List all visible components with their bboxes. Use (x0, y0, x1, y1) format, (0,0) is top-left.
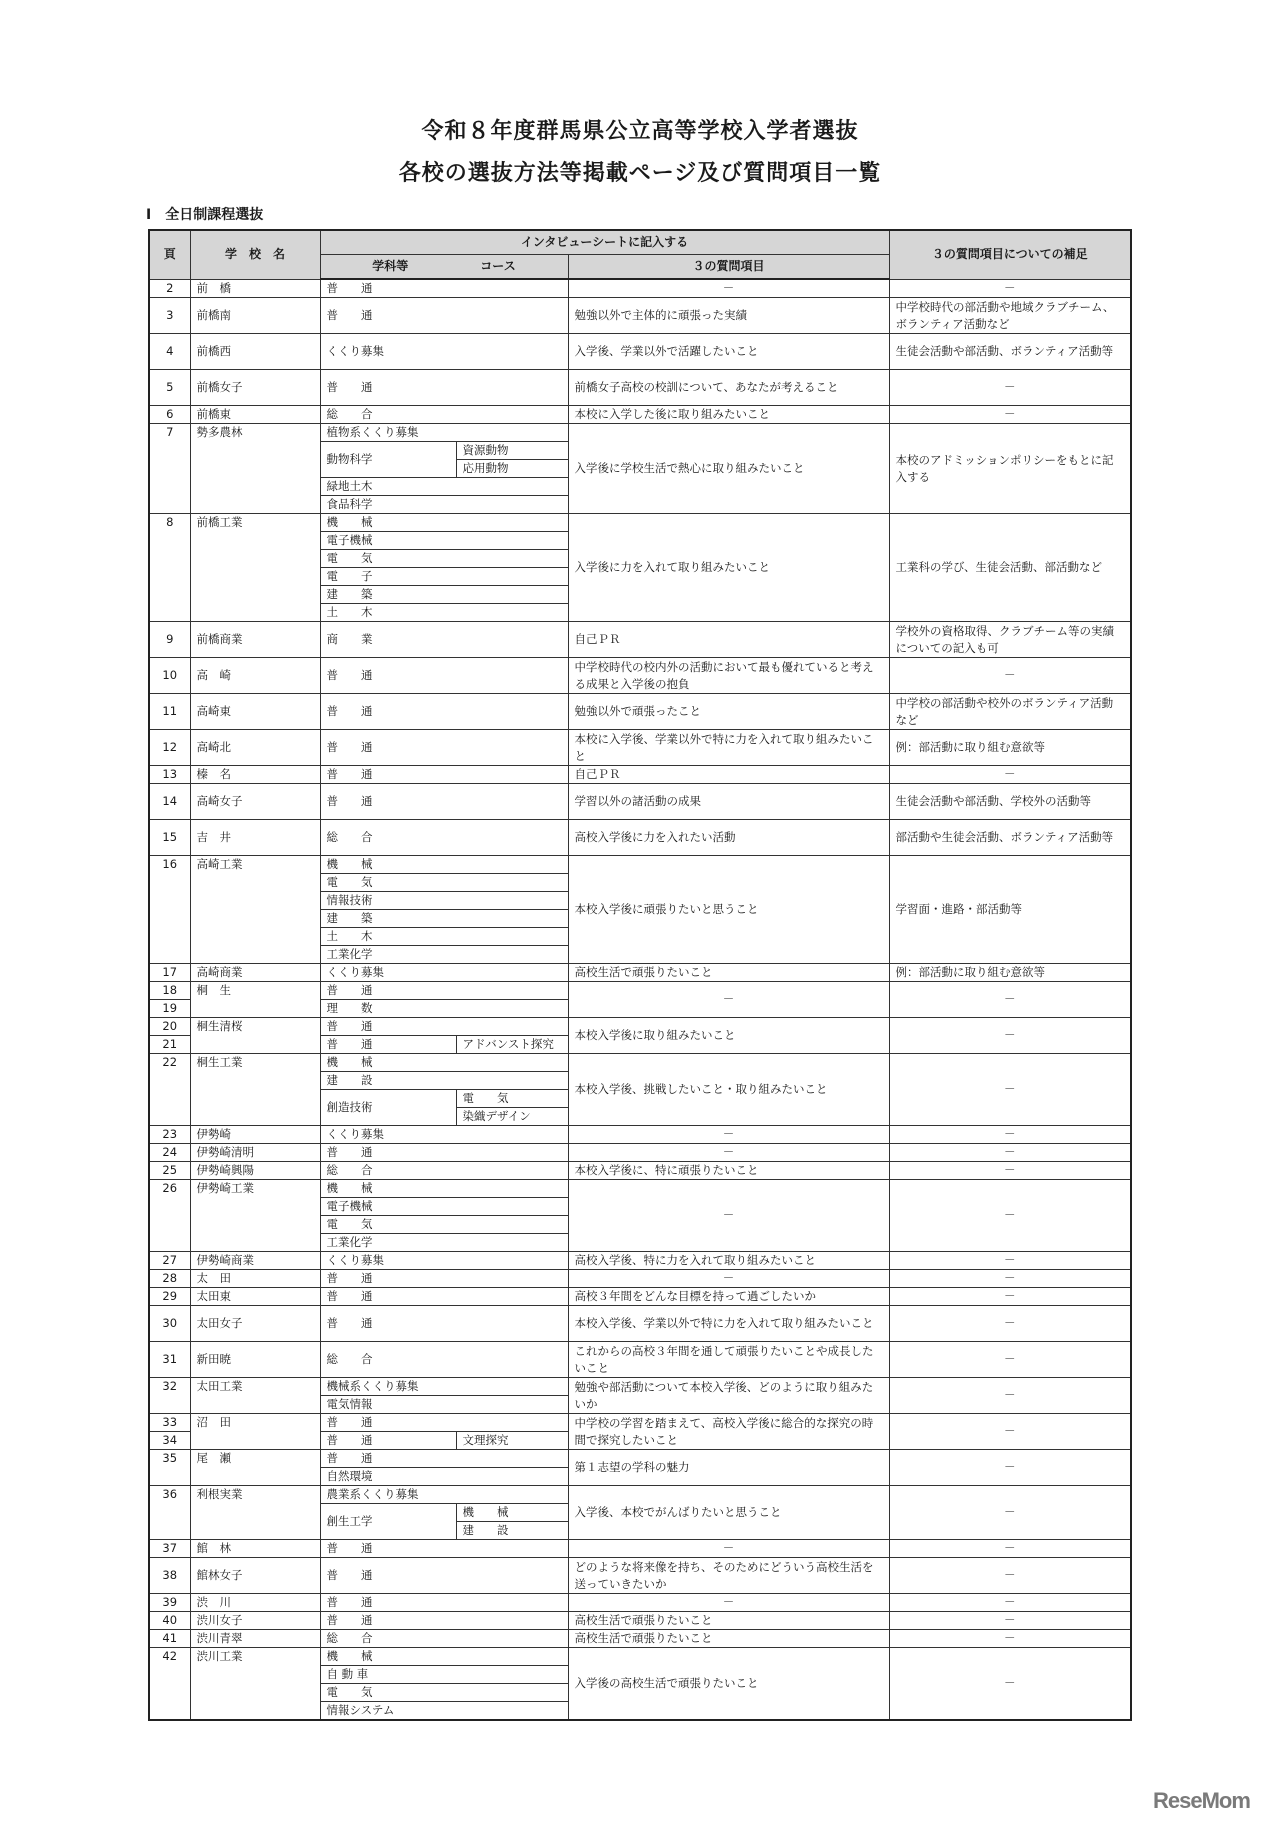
department: 普 通 (320, 370, 568, 406)
department: 総 合 (320, 1630, 568, 1648)
department: 普 通 (320, 1432, 456, 1450)
table-row (149, 766, 1131, 784)
question-item: 入学後、学業以外で活躍したいこと (568, 334, 889, 370)
department: 緑地土木 (320, 478, 568, 496)
question-note: 生徒会活動や部活動、学校外の活動等 (889, 784, 1131, 820)
question-note: － (889, 1630, 1131, 1648)
header-page: 頁 (149, 230, 190, 279)
school-name: 利根実業 (190, 1486, 320, 1540)
question-item: － (568, 279, 889, 298)
department: 普 通 (320, 1144, 568, 1162)
page-number: 20 (149, 1018, 190, 1036)
page-number: 41 (149, 1630, 190, 1648)
school-name: 高崎工業 (190, 856, 320, 964)
page-number: 3 (149, 298, 190, 334)
school-name: 高 崎 (190, 658, 320, 694)
question-note: － (889, 406, 1131, 424)
question-item: 第１志望の学科の魅力 (568, 1450, 889, 1486)
table-row (149, 1144, 1131, 1162)
table-row (149, 1540, 1131, 1558)
table-row (149, 1054, 1131, 1072)
department: 工業化学 (320, 946, 568, 964)
question-item: 高校３年間をどんな目標を持って過ごしたいか (568, 1288, 889, 1306)
school-name: 高崎東 (190, 694, 320, 730)
question-note: － (889, 1144, 1131, 1162)
table-row (149, 1180, 1131, 1198)
question-item: － (568, 1144, 889, 1162)
school-name: 新田暁 (190, 1342, 320, 1378)
question-note: － (889, 279, 1131, 298)
page-number: 33 (149, 1414, 190, 1432)
school-name: 前橋西 (190, 334, 320, 370)
page-number: 18 (149, 982, 190, 1000)
question-note: － (889, 766, 1131, 784)
table-row (149, 1612, 1131, 1630)
question-item: － (568, 982, 889, 1018)
table-row (149, 298, 1131, 334)
table-row (149, 370, 1131, 406)
resemom-logo: ReseMom (1153, 1788, 1250, 1813)
question-item: － (568, 1594, 889, 1612)
page-number: 24 (149, 1144, 190, 1162)
school-name: 伊勢崎清明 (190, 1144, 320, 1162)
department: 電 気 (320, 1684, 568, 1702)
course: 染織デザイン (456, 1108, 568, 1126)
department: 自然環境 (320, 1468, 568, 1486)
table-row (149, 1306, 1131, 1342)
question-item: 本校入学後、学業以外で特に力を入れて取り組みたいこと (568, 1306, 889, 1342)
school-name: 伊勢崎商業 (190, 1252, 320, 1270)
question-note: 学校外の資格取得、クラブチーム等の実績についての記入も可 (889, 622, 1131, 658)
document-subtitle: 各校の選抜方法等掲載ページ及び質問項目一覧 (398, 161, 882, 186)
department: 普 通 (320, 1612, 568, 1630)
page-number: 22 (149, 1054, 190, 1126)
school-name: 渋川青翠 (190, 1630, 320, 1648)
table-body (149, 279, 1131, 1720)
school-name: 高崎北 (190, 730, 320, 766)
department: 土 木 (320, 604, 568, 622)
department: くくり募集 (320, 1252, 568, 1270)
table-row (149, 820, 1131, 856)
question-note: － (889, 1648, 1131, 1721)
question-note: 工業科の学び、生徒会活動、部活動など (889, 514, 1131, 622)
question-item: 高校入学後、特に力を入れて取り組みたいこと (568, 1252, 889, 1270)
table-row (149, 514, 1131, 532)
page-number: 35 (149, 1450, 190, 1486)
table-row (149, 1648, 1131, 1666)
question-item: 高校生活で頑張りたいこと (568, 1612, 889, 1630)
school-name: 伊勢崎興陽 (190, 1162, 320, 1180)
table-row (149, 1378, 1131, 1396)
page-number: 7 (149, 424, 190, 514)
school-name: 前橋南 (190, 298, 320, 334)
question-item: 中学校時代の校内外の活動において最も優れていると考える成果と入学後の抱負 (568, 658, 889, 694)
question-item: 学習以外の諸活動の成果 (568, 784, 889, 820)
school-name: 勢多農林 (190, 424, 320, 514)
question-item: 入学後、本校でがんばりたいと思うこと (568, 1486, 889, 1540)
question-note: － (889, 1558, 1131, 1594)
question-note: － (889, 1054, 1131, 1126)
table-row (149, 964, 1131, 982)
table-row (149, 1486, 1131, 1504)
school-name: 高崎商業 (190, 964, 320, 982)
page-number: 25 (149, 1162, 190, 1180)
question-item: 前橋女子高校の校訓について、あなたが考えること (568, 370, 889, 406)
department: 電 気 (320, 874, 568, 892)
department: 植物系くくり募集 (320, 424, 568, 442)
department: 建 設 (320, 1072, 568, 1090)
department: 普 通 (320, 1558, 568, 1594)
question-note: 例：部活動に取り組む意欲等 (889, 964, 1131, 982)
course: 資源動物 (456, 442, 568, 460)
question-item: これからの高校３年間を通して頑張りたいことや成長したいこと (568, 1342, 889, 1378)
selection-table (148, 229, 1132, 1721)
page-number: 28 (149, 1270, 190, 1288)
page-number: 40 (149, 1612, 190, 1630)
department: 電子機械 (320, 1198, 568, 1216)
school-name: 桐生清桜 (190, 1018, 320, 1054)
department: 創生工学 (320, 1504, 456, 1540)
table-row (149, 1252, 1131, 1270)
page-number: 23 (149, 1126, 190, 1144)
page-number: 6 (149, 406, 190, 424)
question-note: 学習面・進路・部活動等 (889, 856, 1131, 964)
department: くくり募集 (320, 334, 568, 370)
question-item: 入学後に力を入れて取り組みたいこと (568, 514, 889, 622)
page-number: 4 (149, 334, 190, 370)
question-note: － (889, 1594, 1131, 1612)
table-row (149, 1162, 1131, 1180)
question-note: － (889, 1270, 1131, 1288)
page-number: 2 (149, 279, 190, 298)
department: 機械系くくり募集 (320, 1378, 568, 1396)
course: 文理探究 (456, 1432, 568, 1450)
table-row (149, 406, 1131, 424)
table-row (149, 784, 1131, 820)
school-name: 館 林 (190, 1540, 320, 1558)
department: 情報技術 (320, 892, 568, 910)
question-item: 入学後の高校生活で頑張りたいこと (568, 1648, 889, 1721)
table-row (149, 1594, 1131, 1612)
school-name: 吉 井 (190, 820, 320, 856)
question-item: 本校入学後、挑戦したいこと・取り組みたいこと (568, 1054, 889, 1126)
school-name: 前 橋 (190, 279, 320, 298)
question-note: 生徒会活動や部活動、ボランティア活動等 (889, 334, 1131, 370)
question-item: 自己ＰＲ (568, 766, 889, 784)
page-number: 5 (149, 370, 190, 406)
header-question: ３の質問項目 (568, 255, 889, 280)
question-item: 勉強以外で主体的に頑張った実績 (568, 298, 889, 334)
question-note: － (889, 1450, 1131, 1486)
school-name: 高崎女子 (190, 784, 320, 820)
question-item: 中学校の学習を踏まえて、高校入学後に総合的な探究の時間で探究したいこと (568, 1414, 889, 1450)
department: 普 通 (320, 1414, 568, 1432)
table-row (149, 1414, 1131, 1432)
department: 機 械 (320, 1180, 568, 1198)
department: 普 通 (320, 1540, 568, 1558)
school-name: 伊勢崎 (190, 1126, 320, 1144)
question-item: 高校生活で頑張りたいこと (568, 1630, 889, 1648)
page-number: 39 (149, 1594, 190, 1612)
page-number: 14 (149, 784, 190, 820)
question-item: － (568, 1270, 889, 1288)
question-item: 本校入学後に頑張りたいと思うこと (568, 856, 889, 964)
department: 普 通 (320, 1306, 568, 1342)
question-item: 本校入学後に取り組みたいこと (568, 1018, 889, 1054)
table-row (149, 1558, 1131, 1594)
question-note: － (889, 1414, 1131, 1450)
department: 普 通 (320, 1036, 456, 1054)
department: 建 築 (320, 910, 568, 928)
school-name: 前橋商業 (190, 622, 320, 658)
department: 情報システム (320, 1702, 568, 1721)
department: 機 械 (320, 514, 568, 532)
table-row (149, 279, 1131, 298)
department: 総 合 (320, 406, 568, 424)
header-dept-course: 学科等 コース (320, 255, 568, 280)
question-item: － (568, 1180, 889, 1252)
course: 応用動物 (456, 460, 568, 478)
question-note: － (889, 1288, 1131, 1306)
page-number: 21 (149, 1036, 190, 1054)
header-interview: インタビューシートに記入する (320, 230, 889, 255)
department: 建 築 (320, 586, 568, 604)
page-number: 10 (149, 658, 190, 694)
document-title: 令和８年度群馬県公立高等学校入学者選抜 (421, 119, 859, 144)
department: 農業系くくり募集 (320, 1486, 568, 1504)
school-name: 渋 川 (190, 1594, 320, 1612)
school-name: 伊勢崎工業 (190, 1180, 320, 1252)
question-note: － (889, 1180, 1131, 1252)
page-number: 27 (149, 1252, 190, 1270)
question-note: － (889, 1162, 1131, 1180)
school-name: 太田工業 (190, 1378, 320, 1414)
school-name: 前橋東 (190, 406, 320, 424)
department: 普 通 (320, 1270, 568, 1288)
question-note: － (889, 1252, 1131, 1270)
question-note: － (889, 370, 1131, 406)
course: 電 気 (456, 1090, 568, 1108)
school-name: 渋川女子 (190, 1612, 320, 1630)
table-row (149, 334, 1131, 370)
question-note: 中学校の部活動や校外のボランティア活動など (889, 694, 1131, 730)
department: 総 合 (320, 820, 568, 856)
school-name: 尾 瀬 (190, 1450, 320, 1486)
department: 機 械 (320, 1648, 568, 1666)
question-note: 中学校時代の部活動や地域クラブチーム、ボランティア活動など (889, 298, 1131, 334)
department: 普 通 (320, 730, 568, 766)
department: 自 動 車 (320, 1666, 568, 1684)
school-name: 渋川工業 (190, 1648, 320, 1721)
page-number: 32 (149, 1378, 190, 1414)
department: 電子機械 (320, 532, 568, 550)
department: くくり募集 (320, 1126, 568, 1144)
question-note: 例：部活動に取り組む意欲等 (889, 730, 1131, 766)
table-row (149, 694, 1131, 730)
page-number: 19 (149, 1000, 190, 1018)
question-note: － (889, 1306, 1131, 1342)
page-number: 36 (149, 1486, 190, 1540)
department: 電 気 (320, 550, 568, 568)
department: 普 通 (320, 279, 568, 298)
table-row (149, 424, 1131, 442)
department: 創造技術 (320, 1090, 456, 1126)
question-note: 部活動や生徒会活動、ボランティア活動等 (889, 820, 1131, 856)
table-row (149, 1342, 1131, 1378)
department: 機 械 (320, 1054, 568, 1072)
department: くくり募集 (320, 964, 568, 982)
page-number: 11 (149, 694, 190, 730)
question-item: どのような将来像を持ち、そのためにどういう高校生活を送っていきたいか (568, 1558, 889, 1594)
department: 理 数 (320, 1000, 568, 1018)
department: 普 通 (320, 298, 568, 334)
question-note: － (889, 1342, 1131, 1378)
question-item: 本校入学後に、特に頑張りたいこと (568, 1162, 889, 1180)
question-note: 本校のアドミッションポリシーをもとに記入する (889, 424, 1131, 514)
table-row (149, 622, 1131, 658)
question-note: － (889, 1612, 1131, 1630)
department: 電気情報 (320, 1396, 568, 1414)
department: 普 通 (320, 982, 568, 1000)
question-note: － (889, 658, 1131, 694)
page-number: 38 (149, 1558, 190, 1594)
department: 電 気 (320, 1216, 568, 1234)
question-item: － (568, 1126, 889, 1144)
question-note: － (889, 1378, 1131, 1414)
section-heading: Ⅰ 全日制課程選抜 (146, 207, 264, 223)
table-row (149, 1270, 1131, 1288)
page-number: 29 (149, 1288, 190, 1306)
school-name: 桐 生 (190, 982, 320, 1018)
department: 普 通 (320, 658, 568, 694)
header-school: 学 校 名 (190, 230, 320, 279)
page-number: 26 (149, 1180, 190, 1252)
school-name: 館林女子 (190, 1558, 320, 1594)
question-item: 入学後に学校生活で熱心に取り組みたいこと (568, 424, 889, 514)
page-number: 37 (149, 1540, 190, 1558)
page-number: 16 (149, 856, 190, 964)
department: 土 木 (320, 928, 568, 946)
question-note: － (889, 1018, 1131, 1054)
course: アドバンスト探究 (456, 1036, 568, 1054)
table-row (149, 658, 1131, 694)
table-row (149, 1018, 1131, 1036)
table-row (149, 856, 1131, 874)
department: 総 合 (320, 1162, 568, 1180)
school-name: 太田東 (190, 1288, 320, 1306)
page-number: 31 (149, 1342, 190, 1378)
page-number: 17 (149, 964, 190, 982)
school-name: 太 田 (190, 1270, 320, 1288)
page-number: 13 (149, 766, 190, 784)
table-row (149, 730, 1131, 766)
header-note: ３の質問項目についての補足 (889, 230, 1131, 279)
department: 普 通 (320, 1594, 568, 1612)
department: 普 通 (320, 694, 568, 730)
department: 普 通 (320, 1018, 568, 1036)
course: 機 械 (456, 1504, 568, 1522)
question-item: 高校生活で頑張りたいこと (568, 964, 889, 982)
page-number: 9 (149, 622, 190, 658)
page-number: 12 (149, 730, 190, 766)
table-row (149, 982, 1131, 1000)
page-number: 30 (149, 1306, 190, 1342)
school-name: 前橋工業 (190, 514, 320, 622)
school-name: 前橋女子 (190, 370, 320, 406)
table-row (149, 1630, 1131, 1648)
department: 動物科学 (320, 442, 456, 478)
page-number: 42 (149, 1648, 190, 1721)
department: 普 通 (320, 1450, 568, 1468)
department: 商 業 (320, 622, 568, 658)
question-note: － (889, 1486, 1131, 1540)
course: 建 設 (456, 1522, 568, 1540)
department: 総 合 (320, 1342, 568, 1378)
question-item: 本校に入学した後に取り組みたいこと (568, 406, 889, 424)
question-note: － (889, 1126, 1131, 1144)
question-note: － (889, 1540, 1131, 1558)
school-name: 桐生工業 (190, 1054, 320, 1126)
department: 工業化学 (320, 1234, 568, 1252)
department: 普 通 (320, 784, 568, 820)
department: 電 子 (320, 568, 568, 586)
table-row (149, 1126, 1131, 1144)
school-name: 太田女子 (190, 1306, 320, 1342)
question-item: 本校に入学後、学業以外で特に力を入れて取り組みたいこと (568, 730, 889, 766)
department: 機 械 (320, 856, 568, 874)
school-name: 沼 田 (190, 1414, 320, 1450)
table-row (149, 1288, 1131, 1306)
question-item: 勉強以外で頑張ったこと (568, 694, 889, 730)
department: 普 通 (320, 766, 568, 784)
page-number: 34 (149, 1432, 190, 1450)
question-item: 勉強や部活動について本校入学後、どのように取り組みたいか (568, 1378, 889, 1414)
page-number: 8 (149, 514, 190, 622)
page-number: 15 (149, 820, 190, 856)
table-row (149, 1450, 1131, 1468)
question-item: 自己ＰＲ (568, 622, 889, 658)
department: 食品科学 (320, 496, 568, 514)
question-item: － (568, 1540, 889, 1558)
question-item: 高校入学後に力を入れたい活動 (568, 820, 889, 856)
department: 普 通 (320, 1288, 568, 1306)
school-name: 榛 名 (190, 766, 320, 784)
question-note: － (889, 982, 1131, 1018)
